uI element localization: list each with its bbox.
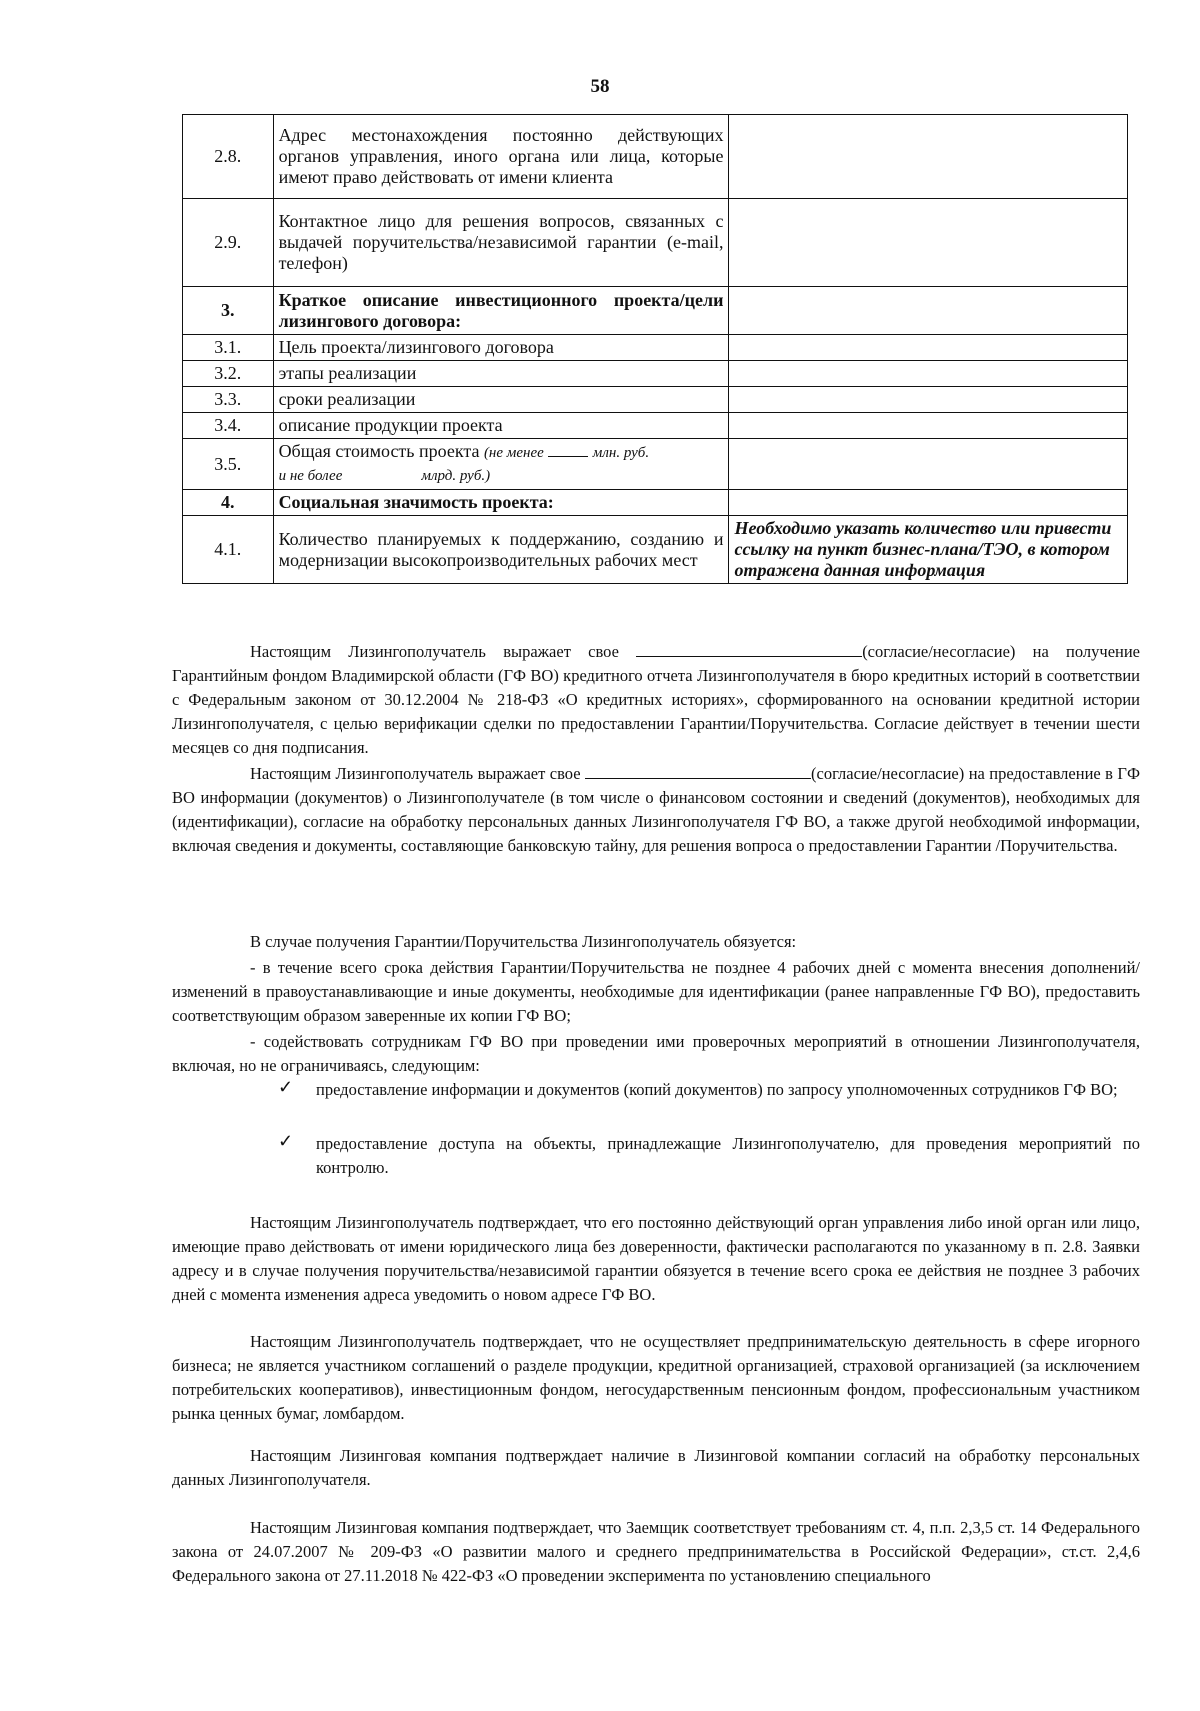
row-number: 3. xyxy=(183,287,274,335)
cost-min-unit: млн. руб. xyxy=(592,445,650,461)
cost-max-unit: млрд. руб.) xyxy=(421,468,491,484)
obligations-intro: В случае получения Гарантии/Поручительства Лизингополучатель обязуется: xyxy=(250,932,797,951)
consent-1-lead: Настоящим Лизингополучатель выражает свое xyxy=(250,642,619,661)
consent-2-lead: Настоящим Лизингополучатель выражает свое xyxy=(250,764,581,783)
row-description: Социальная значимость проекта: xyxy=(273,490,729,516)
cost-max-label: и не более xyxy=(278,468,343,484)
row-number: 4.1. xyxy=(183,516,274,584)
paragraph-consents: Настоящим Лизинговая компания подтверждает наличие в Лизинговой компании согласий на обработку персональных данных Лизингополучателя. xyxy=(172,1446,1140,1489)
row-description: Краткое описание инвестиционного проекта/цели лизингового договора: xyxy=(273,287,729,335)
consent-2-text: (согласие/несогласие) на предоставление в ГФ ВО информации (документов) о Лизингополучателе (в том числе о финансовом состоянии и сведений (документов), необходимых для (идентификации), согласие на обработку персональных данных Лизингополучателя ГФ ВО, а также другой необходимой информации, включая сведения и документы, составляющие банковскую тайну, для решения вопроса о предоставлении Гарантии /Поручительства. xyxy=(172,764,1141,855)
table-row xyxy=(183,387,1128,413)
table-row xyxy=(183,439,1128,490)
cost-min-label: (не менее xyxy=(483,445,544,461)
row-description: описание продукции проекта xyxy=(273,413,729,439)
row-value-field[interactable] xyxy=(729,490,1128,516)
row-description: Адрес местонахождения постоянно действующих органов управления, иного органа или лица, которые имеют право действовать от имени клиента xyxy=(273,115,729,199)
paragraph-requirements: Настоящим Лизинговая компания подтверждает, что Заемщик соответствует требованиям ст. 4, п.п. 2,3,5 ст. 14 Федерального закона от 24.07.2007 № 209-ФЗ «О развитии малого и среднего предпринимательства в Российской Федерации», ст.ст. 2,4,6 Федерального закона от 27.11.2018 № 422-ФЗ «О проведении эксперимента по установлению специального xyxy=(172,1518,1140,1585)
table-row xyxy=(183,115,1128,199)
row-description: этапы реализации xyxy=(273,361,729,387)
row-description: Количество планируемых к поддержанию, созданию и модернизации высокопроизводительных рабочих мест xyxy=(273,516,729,584)
row-number: 3.1. xyxy=(183,335,274,361)
row-description: Контактное лицо для решения вопросов, связанных с выдачей поручительства/независимой гарантии (e-mail, телефон) xyxy=(273,199,729,287)
row-value-field[interactable] xyxy=(729,387,1128,413)
table-row xyxy=(183,361,1128,387)
consent-data-processing xyxy=(172,762,1140,858)
application-table xyxy=(182,114,1128,584)
paragraph-no-gambling: Настоящим Лизингополучатель подтверждает, что не осуществляет предпринимательскую деятельность в сфере игорного бизнеса; не является участником соглашений о разделе продукции, кредитной организацией, страховой организацией (за исключением потребительских кооперативов), инвестиционным фондом, негосударственным пенсионным фондом, профессиональным участником рынка ценных бумаг, ломбардом. xyxy=(172,1332,1140,1423)
consent-credit-report xyxy=(172,640,1140,760)
row-number: 2.9. xyxy=(183,199,274,287)
obligation-subitem: предоставление информации и документов (копий документов) по запросу уполномоченных сотрудников ГФ ВО; xyxy=(316,1080,1118,1099)
consent-2-blank[interactable] xyxy=(585,764,811,779)
row-value-field[interactable] xyxy=(729,335,1128,361)
table-row xyxy=(183,516,1128,584)
consent-1-blank[interactable] xyxy=(636,642,862,657)
table-row xyxy=(183,413,1128,439)
row-value-field[interactable] xyxy=(729,361,1128,387)
table-row xyxy=(183,335,1128,361)
obligation-item: - содействовать сотрудникам ГФ ВО при проведении ими проверочных мероприятий в отношении Лизингополучателя, включая, но не ограничиваясь, следующим: xyxy=(172,1032,1140,1075)
row-value-note: Необходимо указать количество или привести ссылку на пункт бизнес-плана/ТЭО, в котором отражена данная информация xyxy=(729,516,1128,584)
row-number: 3.2. xyxy=(183,361,274,387)
row-description: Цель проекта/лизингового договора xyxy=(273,335,729,361)
row-value-field[interactable] xyxy=(729,413,1128,439)
cost-label: Общая стоимость проекта xyxy=(278,441,480,461)
row-description-cost xyxy=(273,439,729,490)
row-number: 4. xyxy=(183,490,274,516)
paragraph-address: Настоящим Лизингополучатель подтверждает, что его постоянно действующий орган управления либо иной орган или лицо, имеющие право действовать от имени юридического лица без доверенности, фактически располагаются по указанному в п. 2.8. Заявки адресу и в случае получения поручительства/независимой гарантии обязуется в течение всего срока ее действия не позднее 3 рабочих дней с момента изменения адреса уведомить о новом адресе ГФ ВО. xyxy=(172,1213,1140,1304)
check-icon: ✓ xyxy=(278,1131,294,1151)
row-number: 3.4. xyxy=(183,413,274,439)
row-number: 3.5. xyxy=(183,439,274,490)
row-value-field[interactable] xyxy=(729,115,1128,199)
row-number: 2.8. xyxy=(183,115,274,199)
consent-1-text: (согласие/несогласие) на получение Гарантийным фондом Владимирской области (ГФ ВО) кредитного отчета Лизингополучателя в бюро кредитных историй в соответствии с Федеральным законом от 30.12.2004 № 218-ФЗ «О кредитных историях», сформированного на основании кредитной истории Лизингополучателя, с целью верификации сделки по предоставлении Гарантии/Поручительства. Согласие действует в течении шести месяцев со дня подписания. xyxy=(172,642,1141,757)
check-icon: ✓ xyxy=(278,1077,294,1097)
row-value-field[interactable] xyxy=(729,287,1128,335)
table-row xyxy=(183,490,1128,516)
row-description: сроки реализации xyxy=(273,387,729,413)
obligation-subitem: предоставление доступа на объекты, принадлежащие Лизингополучателю, для проведения мероприятий по контролю. xyxy=(316,1134,1140,1177)
obligation-item: - в течение всего срока действия Гарантии/Поручительства не позднее 4 рабочих дней с момента внесения дополнений/изменений в правоустанавливающие и иные документы, необходимые для идентификации (ранее направленные ГФ ВО), предоставить соответствующим образом заверенные их копии ГФ ВО; xyxy=(172,958,1140,1025)
cost-min-blank[interactable] xyxy=(548,456,588,457)
row-value-field[interactable] xyxy=(729,199,1128,287)
table-row xyxy=(183,287,1128,335)
row-number: 3.3. xyxy=(183,387,274,413)
row-value-field[interactable] xyxy=(729,439,1128,490)
table-row xyxy=(183,199,1128,287)
page-number: 58 xyxy=(590,76,610,97)
